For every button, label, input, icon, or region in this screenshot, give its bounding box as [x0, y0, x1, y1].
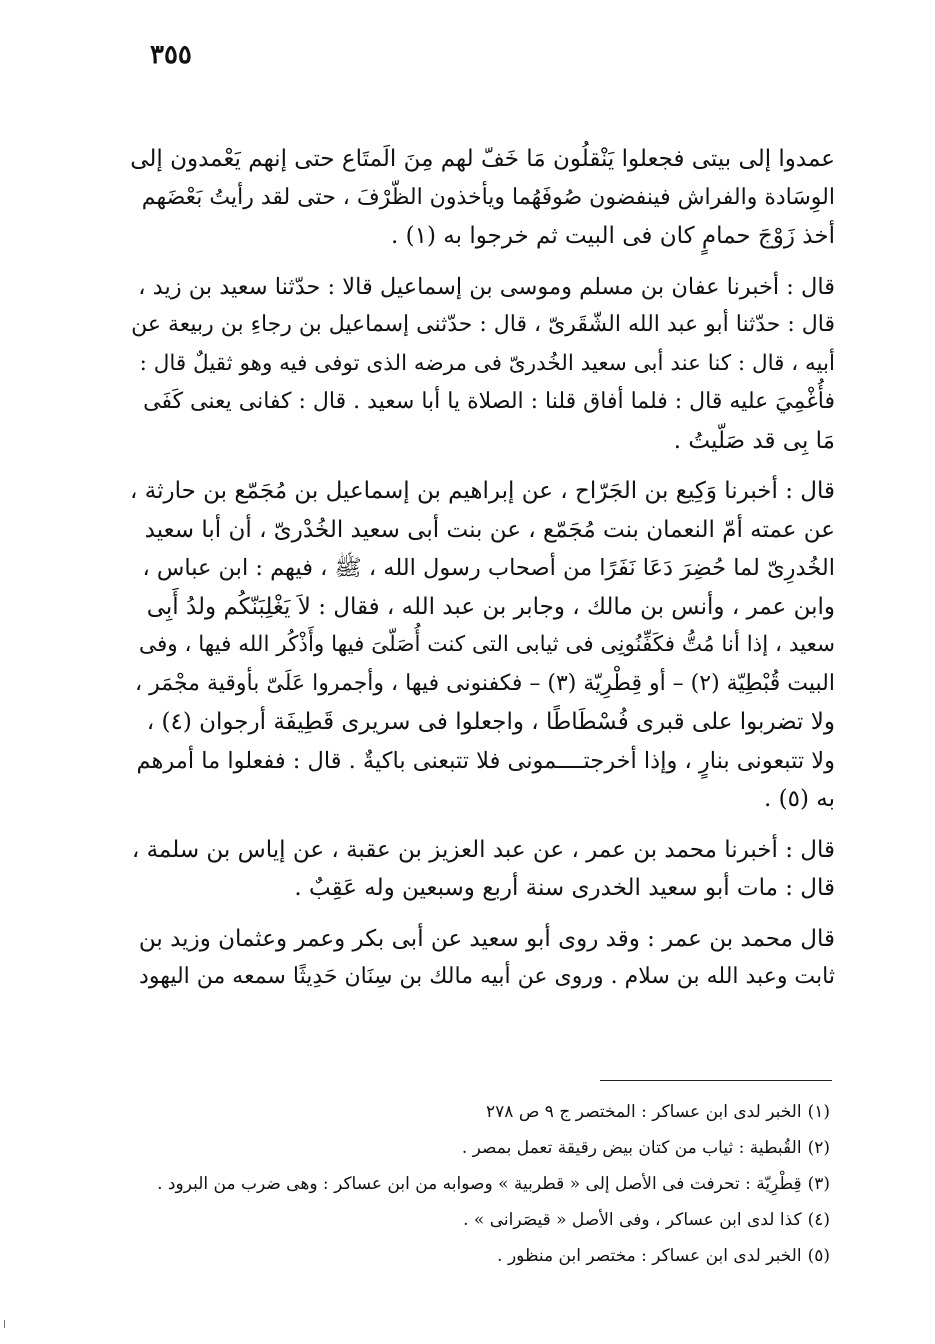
text-line: أخذ زَوْجَ حمامٍ كان فى البيت ثم خرجوا به (١) . — [391, 223, 835, 249]
footnote-text: كذا لدى ابن عساكر ، وفى الأصل « قيصَرانى » . — [463, 1210, 802, 1230]
text-line: فأُغْمِيَ عليه قال : فلما أفاق قلنا : الصلاة يا أبا سعيد . قال : كفانى يعنى كَفَى — [143, 389, 835, 414]
text-line: به (٥) . — [764, 786, 835, 812]
text-line: قال : أخبرنا عفان بن مسلم وموسى بن إسماعيل قالا : حدّثنا سعيد بن زيد ، — [138, 273, 835, 300]
main-text — [130, 140, 835, 1009]
text-line: قال : حدّثنا أبو عبد الله الشّقَرىّ ، قال : حدّثنى إسماعيل بن رجاءِ بن ربيعة عن — [131, 312, 835, 337]
paragraph — [130, 472, 835, 819]
paragraph — [130, 140, 835, 256]
text-line: سعيد ، إذا أنا مُتُّ فكَفِّنُونِى فى ثيابى التى كنت أُصَلّىَ فيها وأَذْكُر الله فيها ، وفى — [139, 632, 835, 657]
scan-margin-mark — [4, 1320, 11, 1328]
text-line: مَا بِى قد صَلّيتُ . — [673, 427, 835, 454]
text-line: ثابت وعبد الله بن سلام . وروى عن أبيه مالك بن سِنَان حَدِيثًا سمعه من اليهود — [139, 964, 835, 989]
footnote — [130, 1130, 830, 1166]
text-line: قال : أخبرنا وَكِيع بن الجَرّاح ، عن إبراهيم بن إسماعيل بن مُجَمّع بن حارثة ، — [130, 478, 835, 504]
text-line: قال : أخبرنا محمد بن عمر ، عن عبد العزيز بن عقبة ، عن إياس بن سلمة ، — [131, 836, 835, 863]
footnotes — [130, 1094, 830, 1274]
text-line: البيت قُبْطِيّة (٢) – أو قِطْرِيّة (٣) – فكفنونى فيها ، وأجمروا عَلَىّ بأوقية مجْمَر ، — [135, 670, 835, 696]
paragraph — [130, 268, 835, 461]
footnote — [130, 1166, 830, 1202]
footnote-text: الخبر لدى ابن عساكر : المختصر ج ٩ ص ٢٧٨ — [486, 1102, 802, 1122]
footnote-number: (٢) — [807, 1138, 830, 1158]
footnote-text: قِطْرِيّة : تحرفت فى الأصل إلى « قطربية » وصوابه من ابن عساكر : وهى ضرب من البرود . — [157, 1174, 802, 1194]
footnote-number: (١) — [807, 1102, 830, 1122]
text-line: ولا تتبعونى بنارٍ ، وإذا أخرجتــــمونى فلا تتبعنى باكيةٌ . قال : ففعلوا ما أمرهم — [136, 747, 835, 774]
footnote-text: القُبطية : ثياب من كتان بيض رقيقة تعمل بمصر . — [461, 1138, 802, 1158]
paragraph — [130, 920, 835, 997]
footnote — [130, 1202, 830, 1238]
text-line: الخُدرِىّ لما حُضِرَ دَعَا نَفَرًا من أصحاب رسول الله ، ﷺ ، فيهم : ابن عباس ، — [142, 555, 835, 581]
footnote — [130, 1094, 830, 1130]
text-line: أبيه ، قال : كنا عند أبى سعيد الخُدرىّ فى مرضه الذى توفى فيه وهو ثقيلٌ قال : — [139, 350, 835, 376]
footnote-number: (٣) — [807, 1174, 830, 1194]
text-line: وابن عمر ، وأنس بن مالك ، وجابر بن عبد الله ، فقال : لاَ يَغْلِبَنّكُم ولدُ أَبِى — [146, 593, 835, 620]
text-line: عمدوا إلى بيتى فجعلوا يَنْقلُون مَا خَفّ لهم مِنَ الَمتَاع حتى إنهم يَعْمدون إلى — [130, 146, 835, 172]
footnote-number: (٥) — [807, 1246, 830, 1266]
text-line: قال محمد بن عمر : وقد روى أبو سعيد عن أبى بكر وعمر وعثمان وزيد بن — [138, 925, 835, 952]
footnote — [130, 1238, 830, 1274]
text-line: ولا تضربوا على قبرى فُسْطَاطًا ، واجعلوا فى سريرى قَطِيفَة أرجوان (٤) ، — [146, 709, 835, 735]
text-line: الوِسَادة والفراش فينفضون صُوفَهُما ويأخذون الظّرْفَ ، حتى لقد رأيتُ بَعْضَهم — [141, 184, 835, 210]
text-line: قال : مات أبو سعيد الخدرى سنة أربع وسبعين وله عَقِبٌ . — [294, 875, 835, 901]
page-number: ٣٥٥ — [150, 40, 192, 70]
footnote-text: الخبر لدى ابن عساكر : مختصر ابن منظور . — [497, 1246, 802, 1266]
footnote-separator — [600, 1080, 832, 1081]
footnote-number: (٤) — [807, 1210, 830, 1230]
paragraph — [130, 831, 835, 908]
text-line: عن عمته أمّ النعمان بنت مُجَمّع ، عن بنت أبى سعيد الخُدْرىّ ، أن أبا سعيد — [144, 516, 835, 543]
